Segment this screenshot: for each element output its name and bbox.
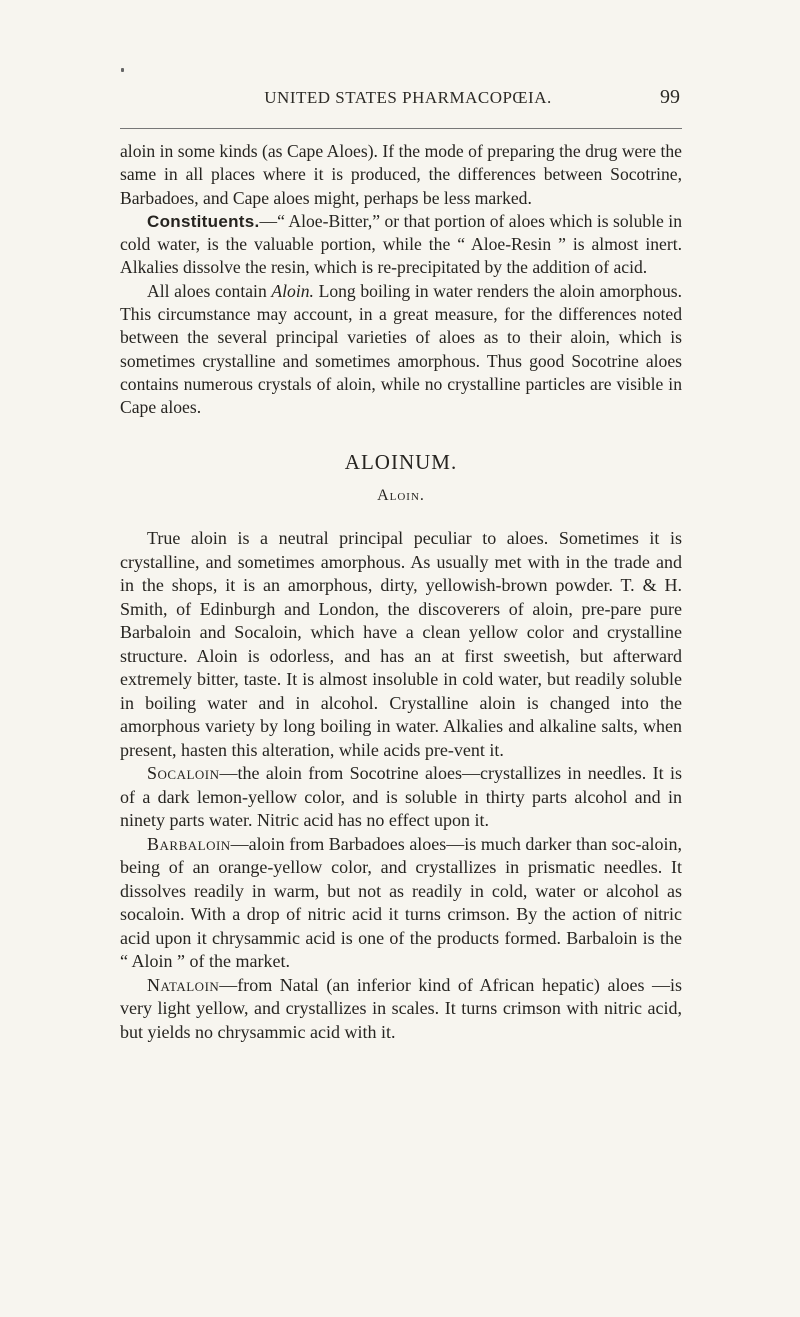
paragraph-socaloin — [120, 762, 682, 833]
page-body — [120, 140, 682, 1044]
aloin-italic: Aloin. — [271, 280, 314, 301]
paragraph-nataloin — [120, 974, 682, 1045]
all-aloes-post: Long boiling in water renders the aloin amorphous. This circumstance may account, in a great measure, for the differences noted between the several principal varieties of aloes as to their aloin, which is sometimes crystalline and sometimes amorphous. Thus good Socotrine aloes contains numerous crystals of aloin, while no crystalline particles are visible in Cape aloes. — [120, 280, 682, 418]
section-subtitle: Aloin. — [377, 486, 425, 504]
nataloin-text: —from Natal (an inferior kind of African hepatic) aloes —is very light yellow, and crystallizes in scales. It turns crimson with nitric acid, but yields no chrysammic acid with it. — [120, 974, 682, 1042]
header-rule — [120, 128, 682, 129]
paragraph-all-aloes — [120, 280, 682, 420]
barbaloin-text: —aloin from Barbadoes aloes—is much darker than soc-aloin, being of an orange-yellow color, and crystallizes in prismatic needles. It dissolves readily in warm, but not as readily in cold, water or alcohol as socaloin. With a drop of nitric acid it turns crimson. By the action of nitric acid upon it chrysammic acid is one of the products formed. Barbaloin is the “ Aloin ” of the market. — [120, 833, 682, 972]
barbaloin-term: Barbaloin — [147, 833, 231, 854]
page-number: 99 — [660, 86, 680, 108]
nataloin-term: Nataloin — [147, 974, 220, 995]
aloin-section — [120, 527, 682, 1044]
ink-speck — [121, 68, 124, 72]
constituents-heading: Constituents. — [147, 211, 260, 231]
paragraph-aloin-cape: aloin in some kinds (as Cape Aloes). If the mode of preparing the drug were the same in all places where it is produced, the differences between Socotrine, Barbadoes, and Cape aloes might, perhaps be less marked. — [120, 141, 682, 208]
socaloin-term: Socaloin — [147, 763, 220, 784]
page-header — [120, 88, 680, 118]
paragraph-true-aloin: True aloin is a neutral principal peculiar to aloes. Sometimes it is crystalline, and sometimes amorphous. As usually met with in the trade and in the shops, it is an amorphous, dirty, yellowish-brown powder. T. & H. Smith, of Edinburgh and London, the discoverers of aloin, pre-pare pure Barbaloin and Socaloin, which have a clean yellow color and crystalline structure. Aloin is odorless, and has an at first sweetish, but afterward extremely bitter, taste. It is almost insoluble in cold water, but readily soluble in boiling water and in alcohol. Crystalline aloin is changed into the amorphous variety by long boiling in water. Alkalies and alkaline salts, when present, hasten this alteration, while acids pre-vent it. — [120, 528, 682, 760]
constituents-text: —“ Aloe-Bitter,” or that portion of aloes which is soluble in cold water, is the valuable portion, while the “ Aloe-Resin ” is almost inert. Alkalies dissolve the resin, which is re-precipitated by the addition of acid. — [120, 210, 682, 278]
section-title: ALOINUM. — [344, 449, 458, 474]
running-title: UNITED STATES PHARMACOPŒIA. — [264, 88, 552, 107]
paragraph-barbaloin — [120, 833, 682, 974]
paragraph-constituents — [120, 210, 682, 280]
all-aloes-pre: All aloes contain — [147, 280, 272, 301]
socaloin-text: —the aloin from Socotrine aloes—crystallizes in needles. It is of a dark lemon-yellow color, and is soluble in thirty parts alcohol and in ninety parts water. Nitric acid has no effect upon it. — [120, 763, 682, 831]
